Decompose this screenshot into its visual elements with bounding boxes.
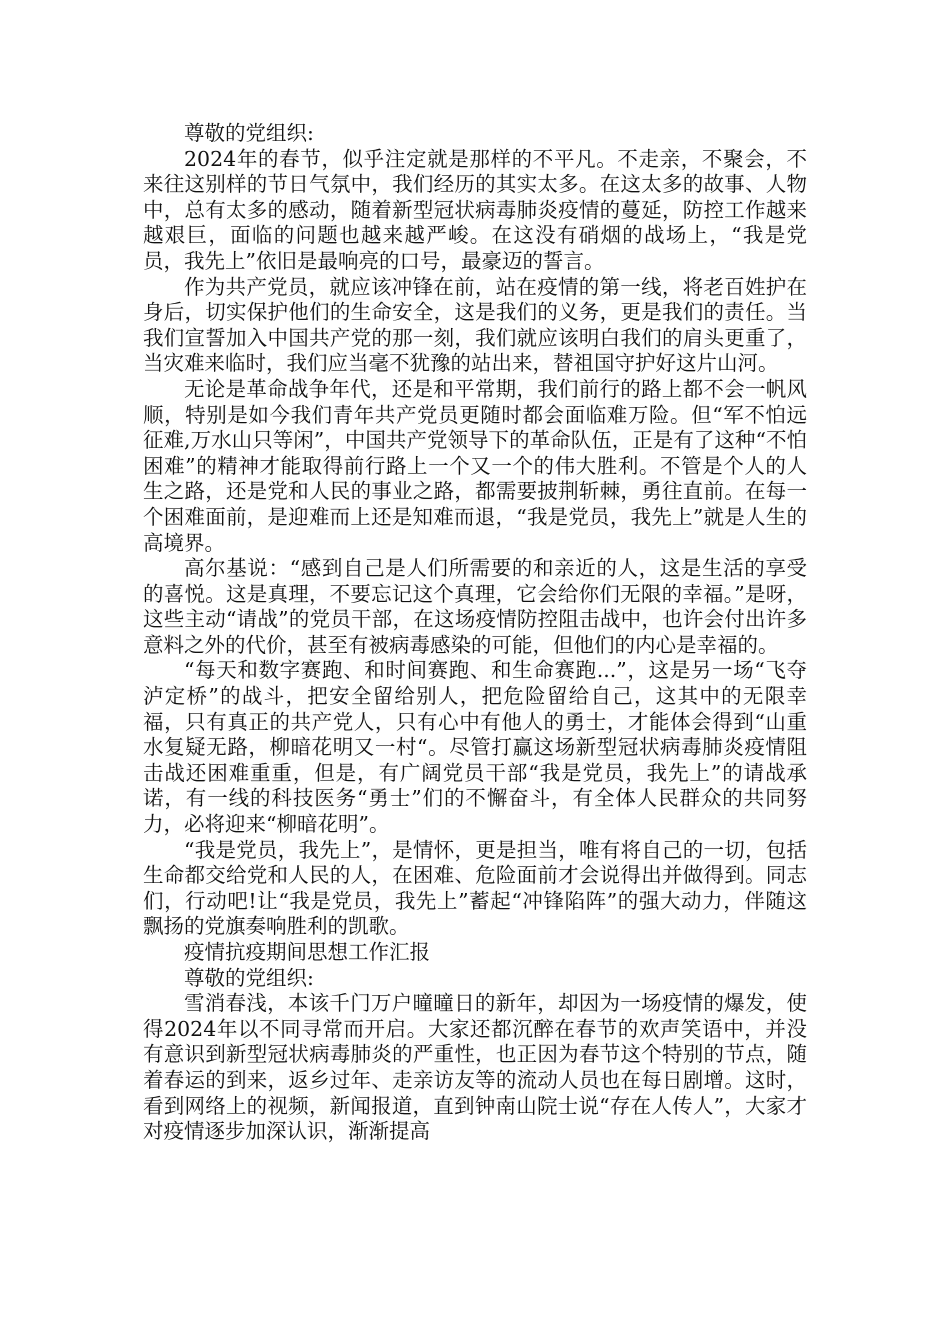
body-paragraph: “每天和数字赛跑、和时间赛跑、和生命赛跑...”，这是另一场“飞夺泸定桥”的战斗，把安全留给别人，把危险留给自己，这其中的无限幸福，只有真正的共产党人，只有心中有他人的勇士，才能体会得到“山重水复疑无路，柳暗花明又一村“。尽管打赢这场新型冠状病毒肺炎疫情阻击战还困难重重，但是，有广阔党员干部“我是党员，我先上”的请战承诺，有一线的科技医务“勇士”们的不懈奋斗，有全体人民群众的共同努力，必将迎来“柳暗花明”。 — [143, 658, 807, 837]
body-paragraph: 高尔基说：“感到自己是人们所需要的和亲近的人，这是生活的享受的喜悦。这是真理，不要忘记这个真理，它会给你们无限的幸福。”是呀，这些主动“请战”的党员干部，在这场疫情防控阻击战中，也许会付出许多意料之外的代价，甚至有被病毒感染的可能，但他们的内心是幸福的。 — [143, 556, 807, 657]
salutation: 尊敬的党组织: — [184, 121, 314, 145]
document-body — [143, 121, 807, 1145]
body-paragraph: 无论是革命战争年代，还是和平常期，我们前行的路上都不会一帆风顺，特别是如今我们青年共产党员更随时都会面临难万险。但“军不怕远征难,万水山只等闲”，中国共产党领导下的革命队伍，正是有了这种“不怕困难”的精神才能取得前行路上一个又一个的伟大胜利。不管是个人的人生之路，还是党和人民的事业之路，都需要披荆斩棘，勇往直前。在每一个困难面前，是迎难而上还是知难而退，“我是党员，我先上”就是人生的高境界。 — [143, 376, 807, 555]
body-paragraph: 雪消春浅，本该千门万户曈曈日的新年，却因为一场疫情的爆发，使得2024年以不同寻常而开启。大家还都沉醉在春节的欢声笑语中，并没有意识到新型冠状病毒肺炎的严重性，也正因为春节这个特别的节点，随着春运的到来，返乡过年、走亲访友等的流动人员也在每日剧增。这时，看到网络上的视频，新闻报道，直到钟南山院士说“存在人传人”，大家才对疫情逐步加深认识，渐渐提高 — [143, 991, 807, 1144]
body-paragraph: 2024年的春节，似乎注定就是那样的不平凡。不走亲，不聚会，不来往这别样的节日气氛中，我们经历的其实太多。在这太多的故事、人物中，总有太多的感动，随着新型冠状病毒肺炎疫情的蔓延，防控工作越来越艰巨，面临的问题也越来越严峻。在这没有硝烟的战场上，“我是党员，我先上”依旧是最响亮的口号，最豪迈的誓言。 — [143, 146, 807, 273]
body-paragraph: “我是党员，我先上”，是情怀，更是担当，唯有将自己的一切，包括生命都交给党和人民的人，在困难、危险面前才会说得出并做得到。同志们，行动吧!让“我是党员，我先上”蓄起“冲锋陷阵”的强大动力，伴随这飘扬的党旗奏响胜利的凯歌。 — [143, 837, 807, 939]
section-title: 疫情抗疫期间思想工作汇报 — [184, 940, 430, 964]
salutation: 尊敬的党组织: — [184, 965, 314, 990]
body-paragraph: 作为共产党员，就应该冲锋在前，站在疫情的第一线，将老百姓护在身后，切实保护他们的生命安全，这是我们的义务，更是我们的责任。当我们宣誓加入中国共产党的那一刻，我们就应该明白我们的肩头更重了，当灾难来临时，我们应当毫不犹豫的站出来，替祖国守护好这片山河。 — [143, 274, 807, 376]
